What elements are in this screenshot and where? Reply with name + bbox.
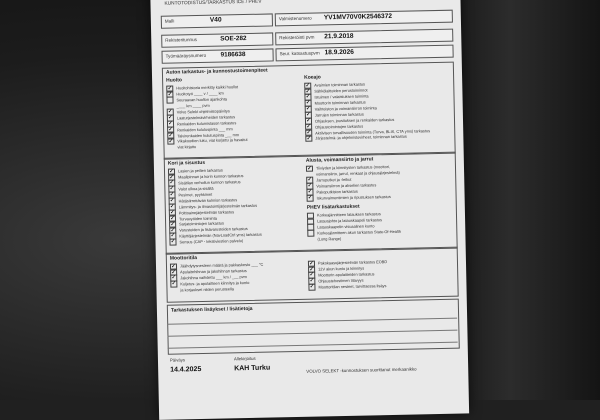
list-item: ✓ Sähkölaitteiden perustoiminnot — [305, 87, 368, 95]
seat-right — [450, 0, 600, 400]
checkbox: ✓ — [171, 263, 176, 270]
list-item: ✓ Vaihteiston ja voimansiirron toiminta — [306, 105, 377, 112]
list-item: ✓ Jarruputket ja -letkut — [307, 177, 352, 184]
list-item: ✓ Aktiivisen turvallisuuden toiminta (Turva, BLIS, CTA yms) tarkastus — [306, 127, 431, 136]
list-item: ✓ Moottorin apulaitteiden tarkastus — [309, 271, 375, 279]
checkbox: ✓ — [306, 123, 311, 130]
checkbox: ✓ — [305, 100, 311, 107]
inspection-form — [150, 0, 469, 420]
list-item: ✓ Ohjaustehostimen tilavyys — [309, 277, 364, 285]
checkbox: ✓ — [305, 82, 310, 89]
list-item: ✓ Renkaiden kulutuspinta ___ mm — [168, 125, 233, 133]
engine-list-right — [308, 259, 388, 290]
list-item: ✓ Apulaitehihnan ja jakohihnan tarkastus — [171, 268, 247, 276]
list-item: ✓ Istuimen / valaistuksen toiminta — [305, 93, 369, 101]
list-item: Latauskaapelin visuaalinen kunto — [307, 223, 401, 231]
list-item: Latausjohto ja latauskaapeli tarkastus — [307, 217, 401, 225]
checkbox: ✓ — [169, 168, 174, 175]
list-item: Korkeajännitteen latauksen tarkastus — [307, 211, 401, 219]
list-item: viat kirjattu — [177, 144, 197, 150]
checkbox: ✓ — [306, 105, 311, 112]
list-item: ✓ Voimansiirron ja akselien tarkastus — [307, 182, 377, 190]
list-item: Korkeajännitteen akun tarkastus State-Of-Health — [307, 228, 401, 236]
nextservice-label: Seur. katsastuspvm — [279, 50, 320, 57]
name-label: Allekirjoitus — [233, 355, 256, 362]
checkbox: ✓ — [171, 274, 176, 282]
checkbox: ✓ — [309, 266, 314, 273]
checkbox — [307, 230, 314, 237]
regdate-field — [275, 29, 453, 46]
list-item: ✓ Varusteiden ja lisävarusteiden tarkastus — [170, 226, 248, 234]
checkbox: ✓ — [170, 209, 175, 216]
checkbox: ✓ — [168, 108, 173, 115]
testdrive-title: Koeajo — [304, 74, 321, 81]
checkbox: ✓ — [305, 88, 311, 95]
vin-value: YV1MV70V0K2546372 — [323, 12, 393, 22]
date-value: 14.4.2025 — [170, 366, 202, 374]
list-item: ✓ Ohjauksen, jousituksen ja renkaiden tarkastus — [306, 116, 395, 124]
list-item: ✓ Sarjatoimintojen tarkastus — [170, 220, 224, 228]
list-item: ✓ Polttoainejärjestelmän tarkastus — [170, 208, 235, 216]
reg-field — [161, 32, 273, 47]
list-item: ✓ Huoltohistoria merkitty kaikki huollot — [167, 84, 239, 92]
vin-field — [275, 10, 453, 27]
checkbox: ✓ — [170, 221, 175, 228]
checkbox: ✓ — [171, 269, 176, 276]
checkbox: ✓ — [306, 135, 312, 142]
checkbox: ✓ — [309, 283, 315, 290]
list-item: ✓ Jarrujen toiminnan tarkastus — [306, 111, 364, 118]
footer-text: VOLVO SELEKT -kunnostuksen suorittanut merkaanikko — [306, 366, 417, 374]
list-item: ✓ 12V akun kunto ja kiinnitys — [309, 265, 365, 273]
checkbox: ✓ — [168, 138, 174, 145]
list-item: ✓ Pesimet, pyyhkimet — [169, 191, 213, 198]
date-label: Päiväys — [169, 357, 186, 363]
list-item: ✓ Maalipinnan ja korin kunnon tarkastus — [169, 173, 244, 181]
checkbox: ✓ — [167, 91, 173, 98]
checkbox: ✓ — [306, 117, 311, 124]
list-item: ✓ Lasien ja peilien tarkastus — [169, 167, 223, 175]
list-item: ✓ Sisätilan verhoilun kunnon tarkastus — [169, 179, 241, 187]
checkbox: ✓ — [309, 272, 314, 279]
checkbox: ✓ — [168, 126, 173, 133]
list-item: ✓ Hätäsiirrettävän kolmion tarkastus — [169, 197, 238, 204]
list-item: ✓ Sensus (CAP - tekstiviestien palvelu) — [170, 238, 244, 245]
list-item: ✓ Vikakoodien luku, viat korjattu ja havaitut — [168, 137, 248, 145]
checkbox: ✓ — [168, 120, 173, 127]
model-field — [161, 13, 273, 28]
checkbox: ✓ — [306, 111, 311, 118]
model-value: V40 — [209, 16, 222, 24]
engine-title: Moottoritila — [169, 255, 198, 262]
list-item: ✓ Käyttöjärjestelmän (NavLoadCtrl yms) tarkastus — [170, 231, 262, 240]
inspection-title: Auton tarkastus- ja kunnostustoimenpiteet — [165, 67, 268, 76]
phev-title: PHEV lisätarkastukset — [306, 203, 360, 211]
reg-label: Rekisteritunnus — [165, 37, 197, 43]
checkbox: ✓ — [170, 238, 176, 245]
reg-value: SOE-282 — [220, 34, 247, 43]
checkbox: ✓ — [170, 232, 176, 240]
list-item: ✓ Tiiviyden ja kiinnitysten tarkastus (moottori, — [307, 164, 391, 172]
checkbox: ✓ — [170, 227, 175, 234]
list-item: ja korjaukset niiden perusteella — [180, 286, 234, 293]
list-item: ✓ Renkaiden kulumistason tarkastus — [168, 120, 237, 127]
list-item: ✓ Jakohihna vaihdettu ___ km / ___ pvm — [171, 274, 247, 282]
checkbox: ✓ — [171, 280, 177, 287]
model-label: Malli — [164, 18, 175, 24]
checkbox: ✓ — [169, 179, 174, 187]
checkbox: ✓ — [305, 94, 311, 101]
order-value: 9186638 — [220, 51, 246, 59]
form-header: KUNTOTODISTUS/TARKASTUS ICE / PHEV — [164, 0, 262, 7]
phev-list — [307, 211, 401, 242]
list-item: ✓ Järjestelmä- ja ohjelmistovirheet, toiminnan tarkastus — [306, 134, 407, 142]
name-value: KAH Turku — [234, 364, 271, 373]
list-item: ✓ Jäähdytysnesteen määrä ja pakkaskesto ___ °C — [171, 262, 264, 270]
checkbox: ✓ — [168, 114, 173, 121]
list-item: ✓ Pakoputkiston tarkastus — [307, 188, 358, 195]
list-item: ✓ Iskunvaimentimien ja ripustuksen tarkastus — [307, 193, 391, 201]
checkbox: ✓ — [307, 188, 313, 195]
checkbox: ✓ — [169, 191, 175, 198]
nextservice-field — [275, 45, 453, 62]
list-item: ✓ Valot ulkoa ja sisältä — [169, 185, 214, 192]
notes-title: Tarkastuksen lisäykset / lisätietoja — [170, 305, 253, 314]
chassis-list — [306, 164, 400, 201]
list-item: Seuraavan huollon ajankohta — [166, 96, 246, 104]
list-item: ✓ Talvirenkaiden kulutuspinta ___ mm — [168, 131, 240, 139]
list-item: ✓ Turvavyöiden toiminta — [170, 215, 217, 222]
checkbox: ✓ — [168, 132, 173, 139]
checkbox: ✓ — [169, 185, 175, 192]
testdrive-list — [304, 80, 430, 142]
checkbox: ✓ — [169, 197, 175, 204]
body-title: Kori ja sisustus — [167, 159, 206, 167]
list-item: ✓ Avaimien toiminnan tarkastus — [305, 81, 366, 89]
checkbox: ✓ — [307, 194, 313, 201]
checkbox: ✓ — [307, 177, 312, 184]
service-list — [166, 84, 248, 150]
list-item: ✓ Lämmitys- ja ilmastointijärjestelmän tarkastus — [170, 202, 258, 210]
order-label: Työmääräysnumero — [165, 52, 207, 59]
list-item: ✓ Ohjaustoimintojen tarkastus — [306, 123, 364, 130]
vin-label: Valmistenumero — [278, 15, 312, 22]
checkbox — [166, 97, 173, 104]
checkbox: ✓ — [306, 129, 311, 136]
checkbox: ✓ — [169, 174, 174, 181]
service-title: Huolto — [166, 77, 182, 84]
order-field — [161, 48, 273, 63]
engine-list-left — [170, 262, 264, 293]
checkbox: ✓ — [309, 260, 314, 267]
list-item: voimansiirto, jarrut, renkaat ja ohjausjärjestelmä) — [316, 170, 400, 177]
checkbox: ✓ — [307, 182, 313, 190]
body-list — [168, 167, 262, 245]
regdate-value: 21.9.2018 — [324, 32, 354, 41]
list-item: ✓ Moottorin toiminnan tarkastus — [305, 99, 366, 107]
regdate-label: Rekisteröinti pvm — [279, 34, 315, 41]
list-item: ✓ Huoltotyö ____ v / ____ km — [167, 90, 224, 98]
checkbox: ✓ — [170, 203, 175, 210]
list-item: ✓ Moottoritilan nesteet, tarvittaessa lisäys — [309, 283, 387, 290]
checkbox: ✓ — [309, 277, 314, 285]
list-item: ✓ Volvo Selekt ohjelmistopäivitys — [168, 108, 230, 115]
list-item: ✓ Kuljetus- ja apulaitteen kiinnitys ja kunto — [171, 280, 250, 287]
list-item: ✓ Pakokaasujärjestelmän tarkastus EOBD — [309, 259, 388, 267]
checkbox: ✓ — [170, 215, 175, 222]
list-item: ____ km ____ pvm — [176, 102, 210, 109]
chassis-title: Alusta, voimansiirto ja jarrut — [305, 156, 374, 164]
checkbox: ✓ — [307, 165, 312, 172]
checkbox: ✓ — [167, 85, 172, 92]
list-item: (Long Range) — [317, 236, 342, 242]
list-item: ✓ Laaturjestelmävirheiden tarkastus — [168, 114, 236, 121]
nextservice-value: 18.9.2026 — [324, 48, 354, 57]
